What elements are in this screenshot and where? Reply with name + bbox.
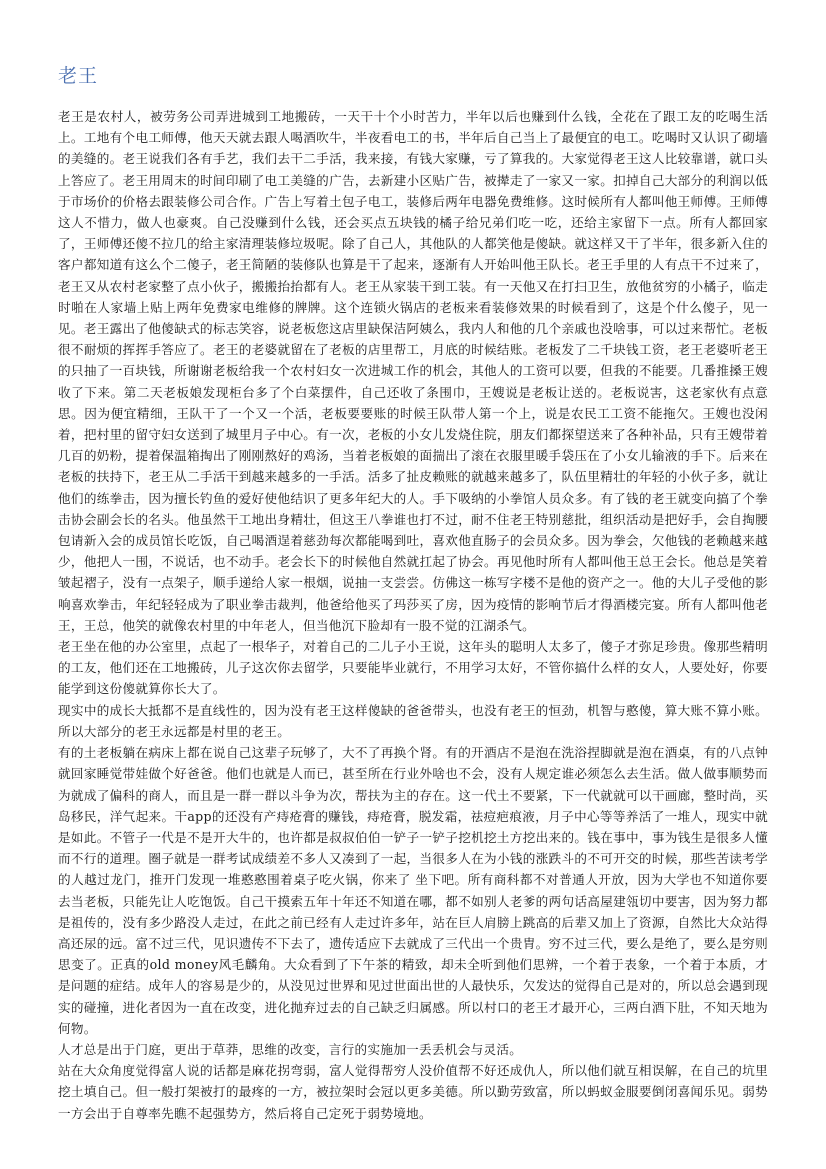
paragraph: 站在大众角度觉得富人说的话都是麻花拐弯弱，富人觉得帮穷人没价值帮不好还成仇人，所以他们就互相误解，在自己的坑里挖土填自己。但一般打架被打的最疼的一方，被拉架时会冠以更多美德。所以勤劳致富，所以蚂蚁金服要倒闭喜闻乐见。弱势一方会出于自尊率先瞧不起强势方，然后将自己定死于弱势境地。 bbox=[58, 1063, 768, 1121]
document-title: 老王 bbox=[58, 65, 99, 87]
paragraph: 老王坐在他的办公室里，点起了一根华子，对着自己的二儿子小王说，这年头的聪明人太多了，傻子才弥足珍贵。像那些精明的工友，他们还在工地搬砖，儿子这次你去留学，只要能毕业就行，不用学习太好，不管你搞什么样的女人，人要处好，你要能学到这份傻就算你长大了。 bbox=[58, 639, 768, 697]
paragraph: 老王是农村人，被劳务公司弄进城到工地搬砖，一天干十个小时苦力，半年以后也赚到什么钱，全花在了跟工友的吃喝生活上。工地有个电工师傅，他天天就去跟人喝酒吹牛，半夜看电工的书，半年后自己当上了最便宜的电工。吃喝时又认识了砌墙的美缝的。老王说我们各有手艺，我们去干二手活，我来接，有钱大家赚，亏了算我的。大家觉得老王这人比较靠谱，就口头上答应了。老王用周末的时间印刷了电工美缝的广告，去新建小区贴广告，被撵走了一家又一家。扣掉自己大部分的利润以低于市场价的价格去跟装修公司合作。广告上写着土包子电工，装修后两年电器免费维修。这时候所有人都叫他王师傅。王师傅这人不惜力，做人也豪爽。自己没赚到什么钱，还会买点五块钱的橘子给兄弟们吃一吃，还给主家留下一点。所有人都回家了，王师傅还傻不拉几的给主家清理装修垃圾呢。除了自己人，其他队的人都笑他是傻缺。就这样又干了半年，很多新入住的客户都知道有这么个二傻子，老王简陋的装修队也算是干了起来，逐渐有人开始叫他王队长。老王手里的人有点干不过来了，老王又从农村老家整了点小伙子，搬搬抬抬都有人。老王从家装干到工装。有一天他又在打扫卫生，放他贫穷的小橘子，临走时啪在人家墙上贴上两年免费家电维修的牌牌。这个连锁火锅店的老板来看装修效果的时候看到了，这是个什么傻子，见一见。老王露出了他傻缺式的标志笑容，说老板您这店里缺保洁阿姨么，我内人和他的几个亲戚也没啥事，可以过来帮忙。老板很不耐烦的挥挥手答应了。老王的老婆就留在了老板的店里帮工，月底的时候结账。老板发了二千块钱工资，老王老婆听老王的只抽了一百块钱，所谢谢老板给我一个农村妇女一次进城工作的机会，其他人的工资可以要，但我的不能要。几番推搡王嫂收了下来。第二天老板娘发现柜台多了个白菜摆件，自己还收了条围巾，王嫂说是老板让送的。老板说害，这老家伙有点意思。因为便宜精细，王队干了一个又一个活，老板要要账的时候王队带人第一个上，说是农民工工资不能拖欠。王嫂也没闲着，把村里的留守妇女送到了城里月子中心。有一次，老板的小女儿发烧住院，朋友们都探望送来了各种补品，只有王嫂带着几百的奶粉，提着保温箱掏出了刚刚熬好的鸡汤，当着老板娘的面揣出了滚在衣服里暖手袋压在了小女儿输液的手下。后来在老板的扶持下，老王从二手活干到越来越多的一手活。活多了扯皮赖账的就越来越多了，队伍里精壮的年轻的小伙子多，就让他们的练拳击，因为擅长钓鱼的爱好使他结识了更多年纪大的人。手下吸纳的小拳馆人员众多。有了钱的老王就变向搞了个拳击协会副会长的名头。他虽然干工地出身精壮，但这王八拳谁也打不过，耐不住老王特别慈批，组织活动是把好手，会自掏腰包请新入会的成员馆长吃饭，自己喝酒逞着慈劲每次都能喝到吐，喜欢他直肠子的会员众多。因为拳会，欠他钱的老赖越来越少，他把人一围，不说话，也不动手。老会长下的时候他自然就扛起了协会。再见他时所有人都叫他王总王会长。他总是笑着皱起褶子，没有一点架子，顺手递给人家一根烟，说抽一支尝尝。仿佛这一栋写字楼不是他的资产之一。他的大儿子受他的影响喜欢拳击，年纪轻轻成为了职业拳击裁判，他爸给他买了玛莎买了房，因为疫情的影响节后才得酒楼完宴。所有人都叫他老王，王总，他笑的就像农村里的中年老人，但当他沉下脸却有一股不觉的江湖杀气。 bbox=[58, 109, 768, 633]
document-body bbox=[58, 106, 768, 1124]
document-page bbox=[58, 62, 768, 1124]
paragraph: 现实中的成长大抵都不是直线性的，因为没有老王这样傻缺的爸爸带头，也没有老王的恒劲，机智与憨傻，算大账不算小账。所以大部分的老王永远都是村里的老王。 bbox=[58, 702, 768, 739]
paragraph: 人才总是出于门庭，更出于草莽，思维的改变，言行的实施加一丢丢机会与灵活。 bbox=[58, 1041, 523, 1057]
paragraph: 有的土老板躺在病床上都在说自己这辈子玩够了，大不了再换个肾。有的开酒店不是泡在洗浴捏脚就是泡在酒桌，有的八点钟就回家睡觉带娃做个好爸爸。他们也就是人而已，甚至所在行业外啥也不会，没有人规定谁必须怎么去生活。做人做事顺势而为就成了偏科的商人，而且是一群一群以斗争为次，帮扶为主的存在。这一代土不要紧，下一代就就可以干画廊，整时尚，买岛移民，洋气起来。干app的还没有产痔疮膏的赚钱，痔疮膏，脱发霜，祛痘疤痕液，月子中心等等养活了一堆人，现实中就是如此。不管子一代是不是开大牛的，也许都是叔叔伯伯一铲子一铲子挖机挖土方挖出来的。钱在事中，事为钱生是很多人懂而不行的道理。圈子就是一群考试成绩差不多人又凑到了一起，当很多人在为小钱的涨跌斗的不可开交的时候，那些苦读考学的人越过龙门，推开门发现一堆憨憨围着桌子吃火锅，你来了 坐下吧。所有商科都不对普通人开放，因为大学也不知道你要去当老板，只能先让人吃饱饭。自己干摸索五年十年还不知道在哪，都不如别人老爹的两句话高屋建瓴切中要害，因为努力都是祖传的，没有多少路没人走过，在此之前已经有人走过许多年，站在巨人肩膀上跳高的后辈又加上了资源，自然比大众站得高还尿的远。富不过三代，见识遗传不下去了，遗传适应下去就成了三代出一个贵胄。穷不过三代，要么是绝了，要么是穷则思变了。正真的old money风毛麟角。大众看到了下午茶的精致，却未全听到他们思辨，一个着于表象，一个着于本质，才是问题的症结。成年人的容易是少的，从没见过世界和见过世面出世的人最快乐，欠发达的觉得自己是对的，所以总会遇到现实的碰撞，进化者因为一直在改变，进化抛弃过去的自己缺乏归属感。所以村口的老王才最开心，三两白酒下肚，不知天地为何物。 bbox=[58, 745, 768, 1036]
